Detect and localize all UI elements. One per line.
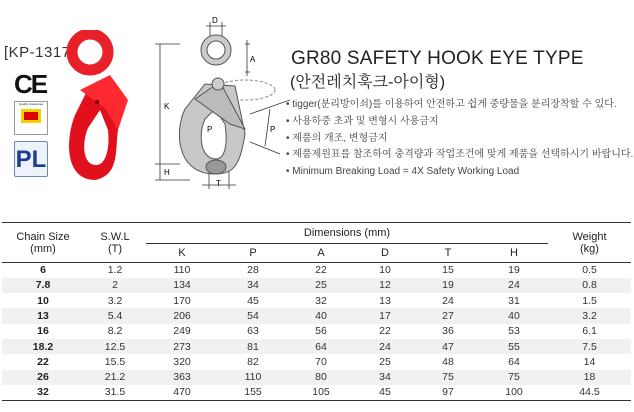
table-cell: 110 xyxy=(244,371,262,384)
table-cell: 28 xyxy=(247,264,259,277)
header-h: H xyxy=(510,247,518,259)
table-cell: 7.8 xyxy=(35,279,51,292)
table-cell: 206 xyxy=(173,310,191,323)
table-cell: 10 xyxy=(379,264,391,277)
header-d: D xyxy=(381,247,389,259)
table-cell: 249 xyxy=(173,325,191,338)
table-cell: 75 xyxy=(508,371,520,384)
header-t: T xyxy=(444,247,452,259)
product-subtitle: (안전레치훅크-아이형) xyxy=(290,74,446,91)
table-cell: 64 xyxy=(315,340,327,353)
table-cell: 27 xyxy=(442,310,454,323)
table-cell: 105 xyxy=(312,386,330,399)
table-cell: 32 xyxy=(37,386,49,399)
table-cell: 100 xyxy=(505,386,523,399)
table-cell: 25 xyxy=(315,279,327,292)
table-row xyxy=(2,354,631,369)
table-row xyxy=(2,370,631,385)
note-item: • 제품의 개조, 변형금지 xyxy=(286,131,633,148)
table-cell: 15.5 xyxy=(104,355,126,368)
table-cell: 320 xyxy=(173,355,191,368)
table-cell: 55 xyxy=(508,340,520,353)
label-p: P xyxy=(270,125,276,134)
table-cell: 18.2 xyxy=(32,340,54,353)
product-title: GR80 SAFETY HOOK EYE TYPE xyxy=(291,48,584,69)
table-cell: 17 xyxy=(379,310,391,323)
table-row xyxy=(2,324,631,339)
table-cell: 54 xyxy=(247,310,259,323)
table-cell: 5.4 xyxy=(107,310,123,323)
table-cell: 45 xyxy=(379,386,391,399)
table-cell: 21.2 xyxy=(104,371,126,384)
product-notes xyxy=(286,97,633,181)
table-cell: 31 xyxy=(508,294,520,307)
model-number: [KP-1317] xyxy=(4,44,76,61)
table-cell: 134 xyxy=(173,279,191,292)
label-t: T xyxy=(216,179,221,188)
table-cell: 34 xyxy=(247,279,259,292)
table-cell: 26 xyxy=(37,371,49,384)
table-cell: 22 xyxy=(37,355,49,368)
table-cell: 0.8 xyxy=(582,279,597,292)
table-cell: 12.5 xyxy=(104,340,126,353)
table-cell: 273 xyxy=(173,340,191,353)
table-cell: 363 xyxy=(173,371,191,384)
table-cell: 14 xyxy=(583,355,596,368)
pl-logo: PL xyxy=(14,141,48,177)
table-cell: 32 xyxy=(315,294,327,307)
table-row xyxy=(2,385,631,400)
table-cell: 80 xyxy=(315,371,327,384)
table-cell: 70 xyxy=(315,355,327,368)
table-cell: 3.2 xyxy=(582,310,597,323)
table-cell: 13 xyxy=(37,310,49,323)
table-cell: 82 xyxy=(247,355,259,368)
dimension-drawing xyxy=(150,14,290,189)
table-cell: 34 xyxy=(379,371,391,384)
table-cell: 63 xyxy=(247,325,259,338)
note-item: • 사용하중 초과 및 변형시 사용금지 xyxy=(286,114,633,131)
table-cell: 53 xyxy=(508,325,520,338)
header-swl: S.W.L (T) xyxy=(100,230,130,255)
table-cell: 40 xyxy=(315,310,327,323)
label-p-inner: P xyxy=(207,125,213,134)
table-cell: 97 xyxy=(442,386,454,399)
table-cell: 15 xyxy=(442,264,454,277)
table-cell: 470 xyxy=(173,386,191,399)
table-cell: 12 xyxy=(379,279,391,292)
table-row xyxy=(2,308,631,323)
table-row xyxy=(2,339,631,354)
header-k: K xyxy=(178,247,186,259)
header-dimensions: Dimensions (mm) xyxy=(146,223,548,244)
table-cell: 48 xyxy=(442,355,454,368)
table-cell: 44.5 xyxy=(579,386,600,399)
table-cell: 40 xyxy=(508,310,520,323)
table-cell: 16 xyxy=(37,325,49,338)
table-cell: 10 xyxy=(37,294,49,307)
table-cell: 24 xyxy=(442,294,454,307)
header-weight: Weight (kg) xyxy=(572,230,607,255)
table-row xyxy=(2,293,631,308)
table-cell: 13 xyxy=(379,294,391,307)
label-k: K xyxy=(164,102,170,111)
spec-table xyxy=(2,222,631,401)
table-cell: 2 xyxy=(112,279,118,292)
label-d: D xyxy=(212,16,218,25)
table-cell: 75 xyxy=(442,371,454,384)
table-cell: 110 xyxy=(173,264,191,277)
table-cell: 45 xyxy=(247,294,259,307)
table-cell: 24 xyxy=(508,279,520,292)
note-item: • tigger(분리방이쇠)를 이용하여 안전하고 쉽게 중량물을 분리장착할 수 있다. xyxy=(286,97,633,114)
table-cell: 3.2 xyxy=(107,294,123,307)
table-cell: 19 xyxy=(508,264,520,277)
label-h: H xyxy=(164,168,170,177)
table-cell: 81 xyxy=(247,340,259,353)
table-cell: 22 xyxy=(315,264,327,277)
table-cell: 1.2 xyxy=(107,264,123,277)
note-item: • 제품제원표를 참조하여 충격량과 작업조건에 맞게 제품을 선택하시기 바랍니다. xyxy=(286,147,633,164)
header-p: P xyxy=(249,247,257,259)
table-cell: 31.5 xyxy=(104,386,126,399)
table-cell: 155 xyxy=(244,386,262,399)
table-cell: 25 xyxy=(379,355,391,368)
table-cell: 6 xyxy=(40,264,46,277)
table-cell: 19 xyxy=(442,279,454,292)
table-cell: 36 xyxy=(442,325,454,338)
hook-photo xyxy=(60,30,145,185)
table-cell: 170 xyxy=(173,294,191,307)
quality-guarantee-logo xyxy=(14,101,48,135)
table-cell: 22 xyxy=(379,325,391,338)
table-cell: 0.5 xyxy=(582,264,597,277)
table-cell: 6.1 xyxy=(582,325,597,338)
table-cell: 1.5 xyxy=(582,294,597,307)
table-cell: 7.5 xyxy=(582,340,597,353)
ce-mark-logo: CE xyxy=(14,69,47,99)
note-item: • Minimum Breaking Load = 4X Safety Working Load xyxy=(286,164,633,181)
table-cell: 18 xyxy=(583,371,596,384)
table-row xyxy=(2,278,631,293)
table-cell: 8.2 xyxy=(107,325,123,338)
quality-guarantee-text: Quality Guarantee xyxy=(18,102,44,106)
label-a: A xyxy=(250,55,256,64)
table-cell: 64 xyxy=(508,355,520,368)
table-cell: 56 xyxy=(315,325,327,338)
table-cell: 47 xyxy=(442,340,454,353)
header-chain-size: Chain Size (mm) xyxy=(16,230,70,255)
table-row xyxy=(2,263,631,278)
table-cell: 24 xyxy=(379,340,391,353)
header-a: A xyxy=(317,247,325,259)
